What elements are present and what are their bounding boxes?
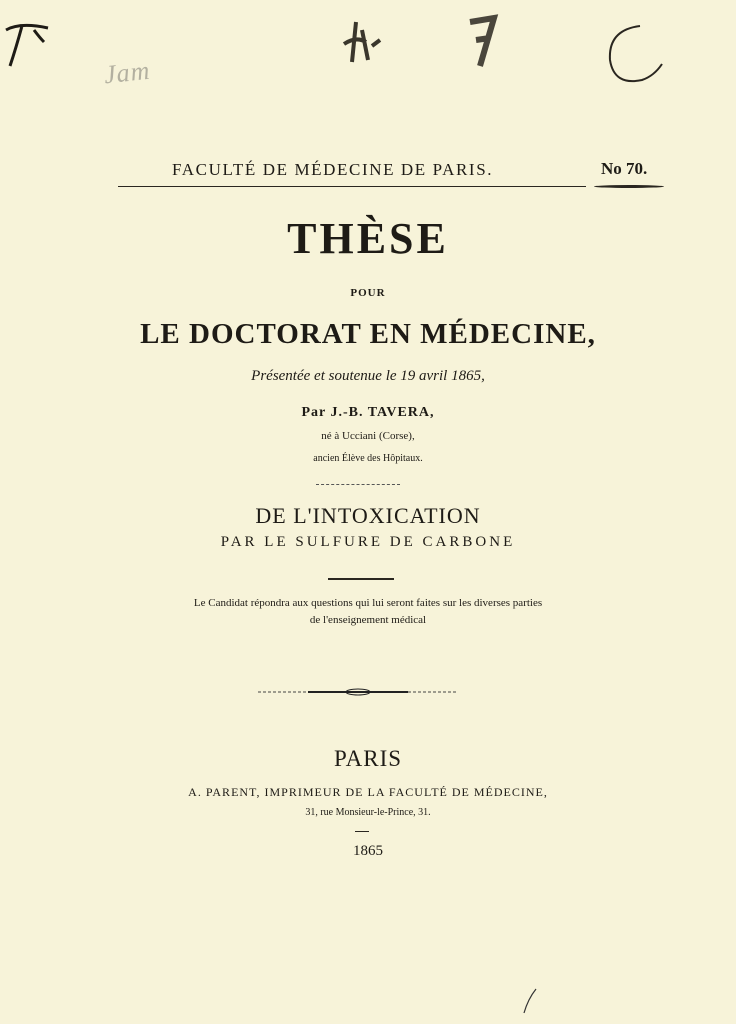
- subtitle: LE DOCTORAT EN MÉDECINE,: [140, 318, 596, 350]
- handwritten-number-4: [344, 22, 380, 62]
- birthplace: né à Ucciani (Corse),: [321, 430, 415, 442]
- imprint-year: 1865: [353, 843, 383, 859]
- small-separator: [316, 484, 400, 485]
- title: THÈSE: [287, 214, 449, 263]
- decorative-rule: [258, 686, 458, 698]
- imprint-dash: [355, 831, 369, 832]
- imprint-address: 31, rue Monsieur-le-Prince, 31.: [305, 807, 431, 818]
- imprint-printer: A. PARENT, IMPRIMEUR DE LA FACULTÉ DE MÉDECINE,: [188, 785, 548, 799]
- imprint-city: PARIS: [333, 746, 403, 771]
- candidate-note-line-1: Le Candidat répondra aux questions qui lui seront faites sur les diverses parties: [193, 597, 543, 609]
- pencil-note: Jam: [102, 55, 152, 90]
- thesis-title-line-2: PAR LE SULFURE DE CARBONE: [220, 534, 516, 550]
- handwritten-letter-c: [610, 26, 662, 81]
- author: Par J.-B. TAVERA,: [301, 405, 435, 420]
- header-rule: [118, 186, 586, 187]
- thesis-number: No 70.: [601, 159, 648, 178]
- handwritten-number-7: [470, 18, 494, 66]
- pour-label: POUR: [350, 287, 386, 299]
- number-underline: [594, 185, 664, 188]
- faculty-header: FACULTÉ DE MÉDECINE DE PARIS.: [172, 160, 494, 179]
- handwritten-mark-top-left: [6, 25, 48, 66]
- presentation-line: Présentée et soutenue le 19 avril 1865,: [251, 368, 485, 384]
- title-separator: [328, 578, 394, 580]
- handwritten-marks: [0, 0, 736, 110]
- candidate-note-line-2: de l'enseignement médical: [309, 614, 427, 626]
- pencil-stroke: [520, 985, 540, 1015]
- former-position: ancien Élève des Hôpitaux.: [313, 453, 423, 464]
- thesis-title-line-1: DE L'INTOXICATION: [255, 503, 481, 528]
